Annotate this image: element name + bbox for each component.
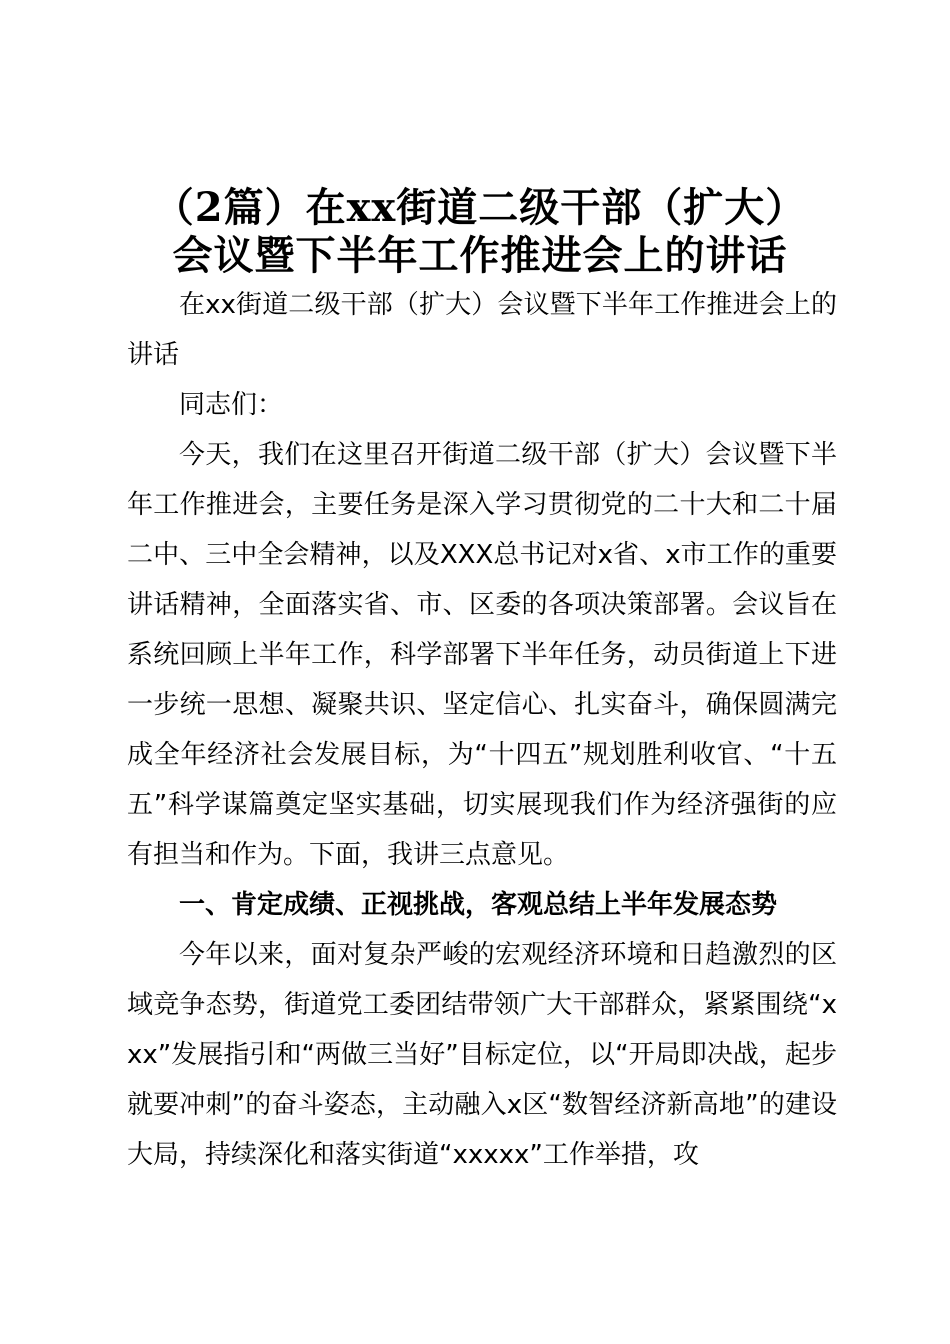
document-body <box>127 280 837 1180</box>
body-paragraph: 今天，我们在这里召开街道二级干部（扩大）会议暨下半年工作推进会，主要任务是深入学习贯彻党的二十大和二十届二中、三中全会精神，以及XXX总书记对x省、x市工作的重要讲话精神，全面落实省、市、区委的各项决策部署。会议旨在系统回顾上半年工作，科学部署下半年任务，动员街道上下进一步统一思想、凝聚共识、坚定信心、扎实奋斗，确保圆满完成全年经济社会发展目标，为“十四五”规划胜利收官、“十五五”科学谋篇奠定坚实基础，切实展现我们作为经济强街的应有担当和作为。下面，我讲三点意见。 <box>127 440 837 870</box>
document-title-line-1: （2篇）在xx街道二级干部（扩大） <box>153 184 807 231</box>
body-paragraph: 今年以来，面对复杂严峻的宏观经济环境和日趋激烈的区域竞争态势，街道党工委团结带领广大干部群众，紧紧围绕“xxx”发展指引和“两做三当好”目标定位，以“开局即决战，起步就要冲刺”的奋斗姿态，主动融入x区“数智经济新高地”的建设大局，持续深化和落实街道“xxxxx”工作举措，攻 <box>127 940 837 1170</box>
section-heading: 一、肯定成绩、正视挑战，客观总结上半年发展态势 <box>179 890 778 920</box>
salutation: 同志们： <box>179 390 284 420</box>
document-title-line-2: 会议暨下半年工作推进会上的讲话 <box>172 232 788 279</box>
document-subtitle: 在xx街道二级干部（扩大）会议暨下半年工作推进会上的讲话 <box>127 290 837 370</box>
